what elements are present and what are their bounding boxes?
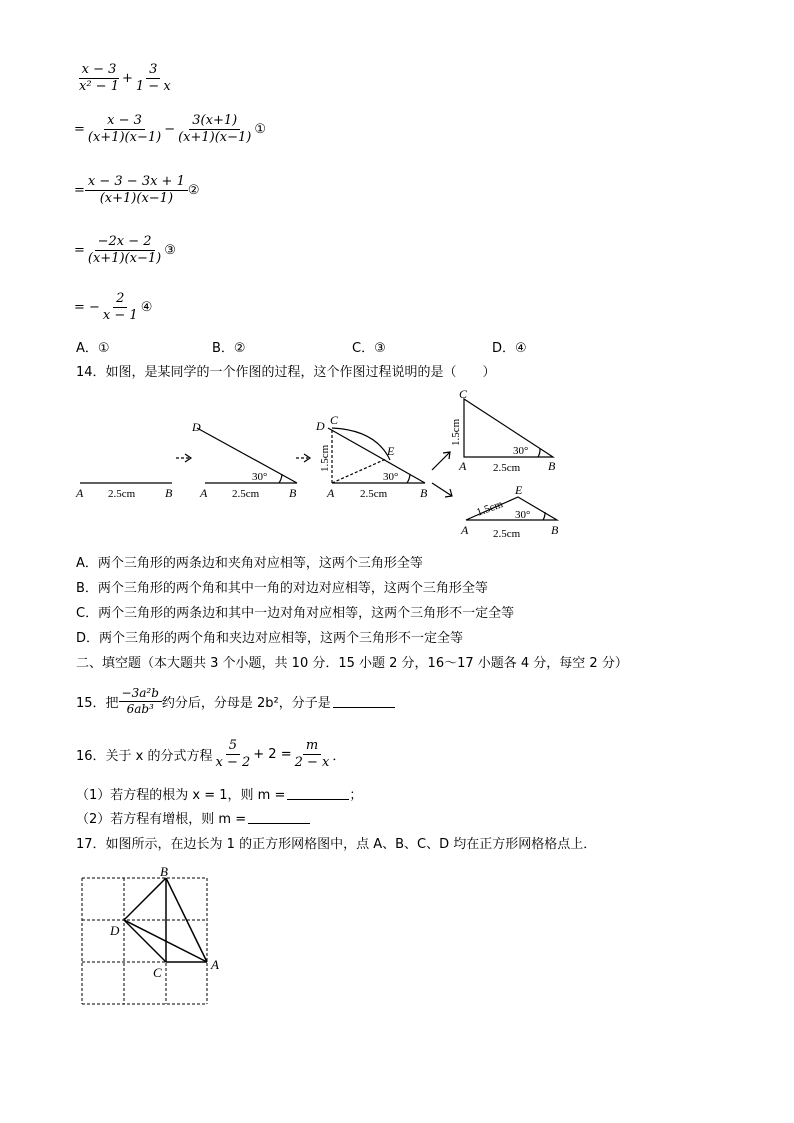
q16-sub-1-end: ； [349, 788, 363, 803]
equals-sign: = − [74, 300, 100, 316]
q13-option-a[interactable]: A．① [76, 341, 110, 356]
fraction-numerator: −2x − 2 [95, 234, 155, 251]
fraction-numerator: 2 [113, 291, 127, 308]
length-ac-3: 1.5cm [319, 444, 331, 472]
q14-option-a[interactable]: A．两个三角形的两条边和夹角对应相等，这两个三角形全等 [76, 556, 423, 571]
fraction-numerator: m [303, 738, 321, 755]
fraction-denominator: 6ab³ [126, 702, 154, 716]
q14-option-b[interactable]: B．两个三角形的两个角和其中一角的对边对应相等，这两个三角形全等 [76, 581, 488, 596]
label-b-3: B [420, 486, 428, 500]
fraction-denominator: x − 2 [215, 755, 251, 771]
length-ac-4: 1.5cm [450, 418, 462, 446]
q14-stem: 14．如图，是某同学的一个作图的过程，这个作图过程说明的是（ ） [76, 365, 496, 380]
label-b-1: B [165, 486, 173, 500]
length-ab-5: 2.5cm [493, 528, 521, 540]
length-ab-2: 2.5cm [232, 488, 260, 500]
label-d-2: D [192, 420, 201, 434]
fraction-numerator: 5 [226, 738, 240, 755]
length-ab-1: 2.5cm [108, 488, 136, 500]
segment-dc [124, 920, 166, 962]
angle-label-3: 30° [383, 471, 399, 483]
fraction-numerator: −3a²b [119, 686, 162, 702]
step-mark: ① [254, 122, 267, 138]
q14-option-d[interactable]: D．两个三角形的两个角和夹边对应相等，这两个三角形不一定全等 [76, 631, 464, 646]
q15-suffix: 约分后，分母是 2b²，分子是 [161, 696, 331, 711]
fraction-denominator: (x+1)(x−1) [87, 130, 162, 146]
fraction-numerator: x − 3 [104, 113, 145, 130]
fraction-denominator: x² − 1 [79, 79, 119, 95]
q13-option-d[interactable]: D．④ [492, 341, 527, 356]
label-b-4: B [548, 459, 556, 473]
label-b-2: B [289, 486, 297, 500]
step-mark: ③ [164, 243, 176, 259]
step-mark: ② [187, 183, 200, 199]
label-e-5: E [515, 483, 523, 497]
fraction-numerator: x − 3 [79, 62, 120, 79]
grid-label-a: A [211, 957, 219, 972]
equals-sign: = [74, 122, 85, 138]
q16-middle: + 2 = [253, 747, 292, 763]
q17-stem: 17．如图所示，在边长为 1 的正方形网格图中，点 A、B、C、D 均在正方形网格格点上． [76, 837, 597, 852]
angle-label-4: 30° [513, 445, 529, 457]
label-e-3: E [387, 444, 395, 458]
q16-end: ． [332, 749, 346, 765]
section-2-heading: 二、填空题（本大题共 3 个小题，共 10 分．15 小题 2 分，16～17 小题各 4 分，每空 2 分） [76, 656, 628, 671]
angle-label-2: 30° [252, 471, 268, 483]
q16-prefix: 16．关于 x 的分式方程 [76, 749, 213, 765]
label-c-3: C [330, 413, 339, 427]
fraction-numerator: 3(x+1) [189, 113, 240, 130]
label-c-4: C [459, 387, 468, 401]
equals-sign: = [74, 183, 85, 199]
fraction-denominator: (x+1)(x−1) [178, 130, 252, 146]
label-a-3: A [327, 486, 335, 500]
length-ab-4: 2.5cm [493, 462, 521, 474]
segment-bd [124, 878, 166, 920]
fraction-denominator: 2 − x [294, 755, 330, 771]
label-a-4: A [459, 459, 467, 473]
q14-option-c[interactable]: C．两个三角形的两条边和其中一边对角对应相等，这两个三角形不一定全等 [76, 606, 515, 621]
length-ae-5: 1.5cm [474, 498, 505, 519]
operator: + [121, 71, 133, 87]
label-a-5: A [461, 523, 469, 537]
label-d-3: D [316, 419, 325, 433]
fraction-denominator: x − 1 [102, 308, 138, 324]
q16-sub-2-text: （2）若方程有增根，则 m = [76, 812, 247, 827]
label-a-2: A [200, 486, 208, 500]
operator: − [164, 122, 176, 138]
q13-option-b[interactable]: B．② [212, 341, 246, 356]
fraction-numerator: 3 [146, 62, 160, 79]
q16-sub-1-text: （1）若方程的根为 x = 1，则 m = [76, 788, 286, 803]
q13-option-c[interactable]: C．③ [352, 341, 386, 356]
q15-prefix: 15．把 [76, 696, 119, 711]
fraction-denominator: (x+1)(x−1) [87, 251, 162, 267]
length-ab-3: 2.5cm [360, 488, 388, 500]
step-mark: ④ [140, 300, 153, 316]
equals-sign: = [74, 243, 85, 259]
label-a-1: A [76, 486, 84, 500]
fraction-denominator: 1 − x [135, 79, 171, 95]
label-b-5: B [551, 523, 559, 537]
grid-label-b: B [160, 864, 168, 879]
fraction-denominator: (x+1)(x−1) [99, 191, 174, 207]
grid-label-c: C [153, 965, 162, 980]
angle-label-5: 30° [515, 509, 531, 521]
grid-label-d: D [110, 923, 120, 938]
fraction-numerator: x − 3 − 3x + 1 [85, 174, 188, 191]
